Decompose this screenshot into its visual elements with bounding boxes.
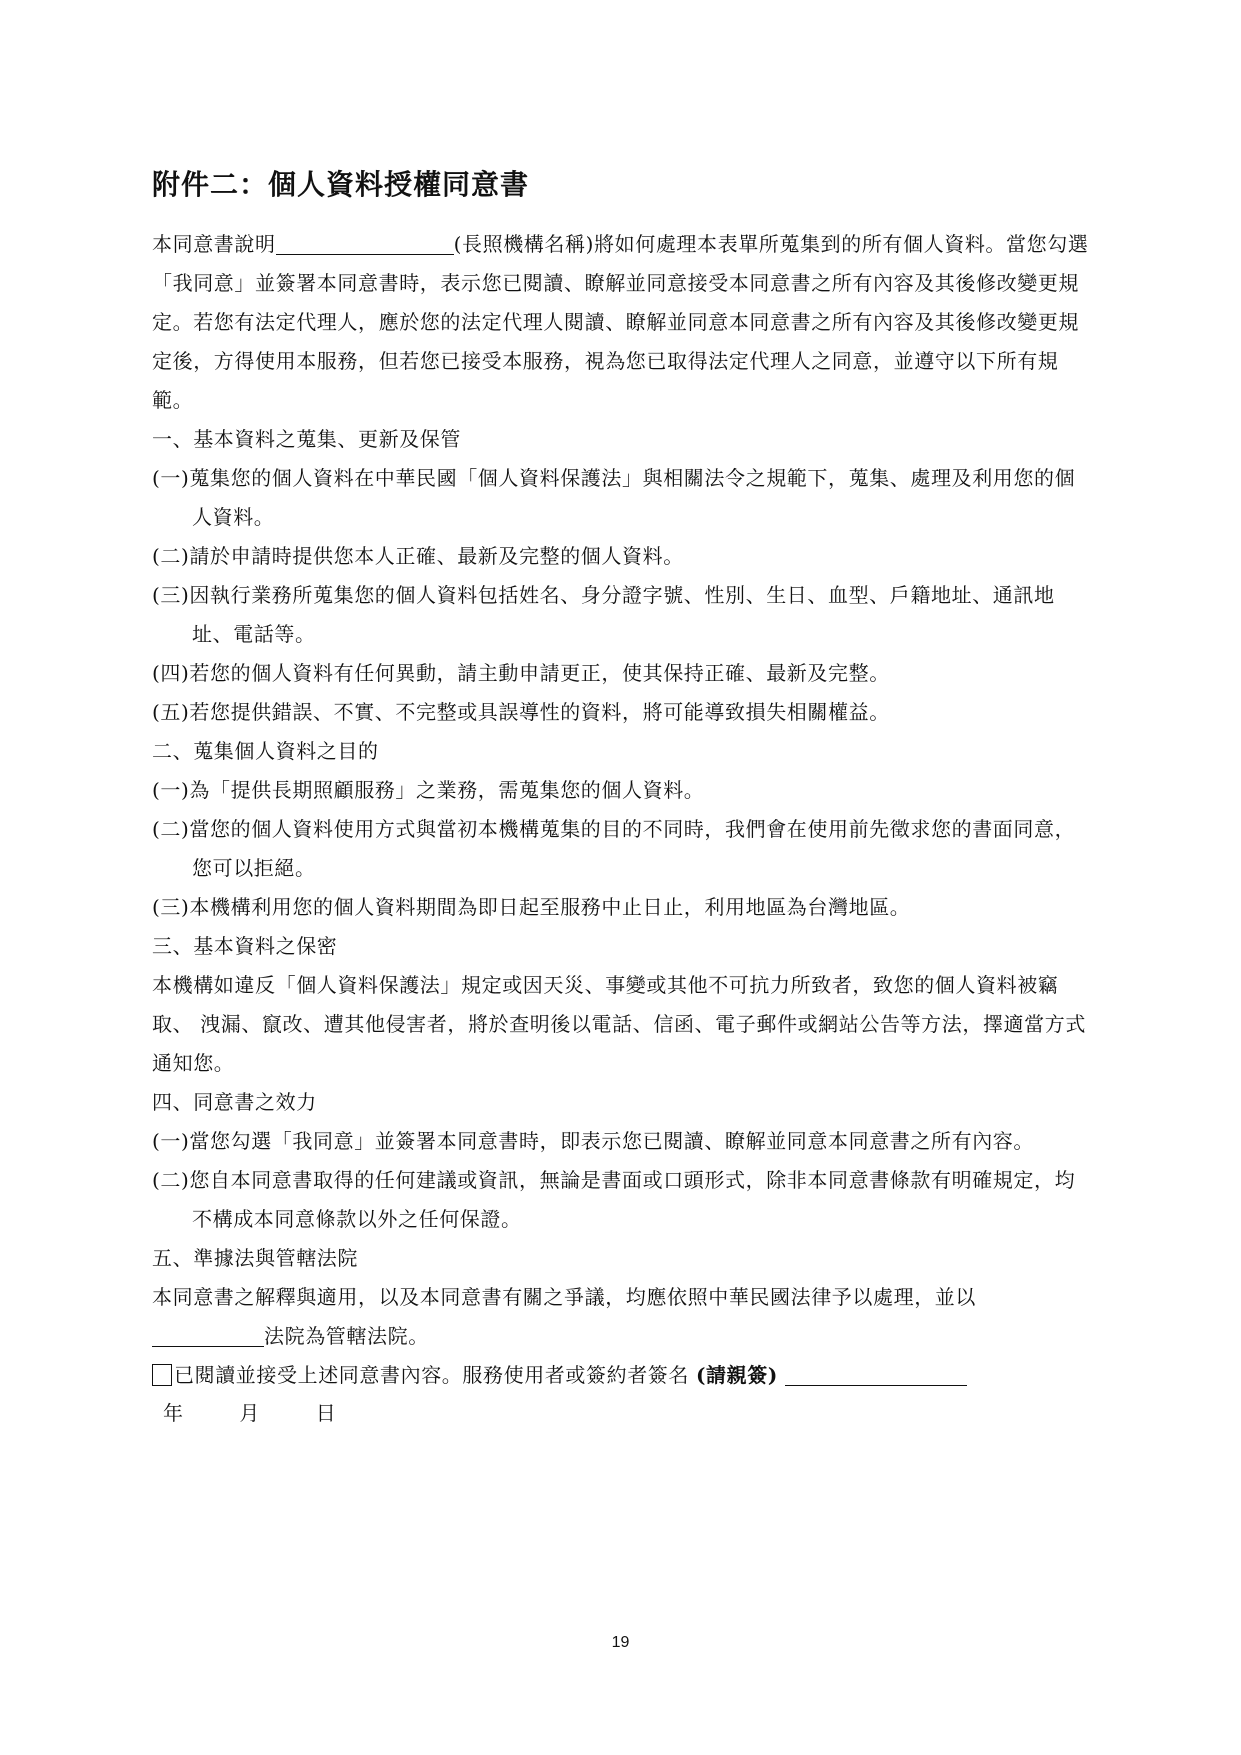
intro-suffix: (長照機構名稱)將如何處理本表單所蒐集到的所有個人資料。當您勾選「我同意」並簽署本同意書時，表示您已閱讀、瞭解並同意接受本同意書之所有內容及其後修改變更規定。若您有法定代理人，應於您的法定代理人閱讀、瞭解並同意本同意書之所有內容及其後修改變更規定後，方得使用本服務，但若您已接受本服務，視為您已取得法定代理人之同意，並遵守以下所有規範。 <box>152 232 1089 412</box>
jurisdiction-paragraph <box>152 1278 1092 1356</box>
list-item: (一)當您勾選「我同意」並簽署本同意書時，即表示您已閱讀、瞭解並同意本同意書之所有內容。 <box>152 1129 1035 1153</box>
date-year: 年 <box>163 1401 183 1425</box>
list-item: (三)本機構利用您的個人資料期間為即日起至服務中止日止，利用地區為台灣地區。 <box>152 895 911 919</box>
document-title: 附件二：個人資料授權同意書 <box>152 168 530 201</box>
list-item: (一)蒐集您的個人資料在中華民國「個人資料保護法」與相關法令之規範下，蒐集、處理及利用您的個人資料。 <box>152 466 1076 529</box>
section-heading-2: 二、蒐集個人資料之目的 <box>152 739 379 763</box>
date-month: 月 <box>239 1401 260 1425</box>
section-heading-1: 一、基本資料之蒐集、更新及保管 <box>152 427 461 451</box>
intro-paragraph <box>152 225 1092 420</box>
page-number: 19 <box>611 1634 630 1651</box>
consent-line <box>152 1356 1092 1395</box>
date-day: 日 <box>315 1401 336 1425</box>
section-heading-3: 三、基本資料之保密 <box>152 934 338 958</box>
consent-checkbox[interactable] <box>152 1364 172 1386</box>
list-item: (四)若您的個人資料有任何異動，請主動申請更正，使其保持正確、最新及完整。 <box>152 661 890 685</box>
list-item: (二)當您的個人資料使用方式與當初本機構蒐集的目的不同時，我們會在使用前先徵求您的書面同意，您可以拒絕。 <box>152 817 1076 880</box>
jurisdiction-suffix: 法院為管轄法院。 <box>264 1324 429 1348</box>
consent-note: (請親簽) <box>695 1363 778 1387</box>
jurisdiction-prefix: 本同意書之解釋與適用，以及本同意書有關之爭議，均應依照中華民國法律予以處理，並以 <box>152 1285 976 1309</box>
list-item: (一)為「提供長期照顧服務」之業務，需蒐集您的個人資料。 <box>152 778 705 802</box>
intro-prefix: 本同意書說明 <box>152 232 276 256</box>
section-heading-5: 五、準據法與管轄法院 <box>152 1246 358 1270</box>
document-body <box>152 225 1092 1395</box>
list-item: (三)因執行業務所蒐集您的個人資料包括姓名、身分證字號、性別、生日、血型、戶籍地址、通訊地址、電話等。 <box>152 583 1055 646</box>
list-item: (二)請於申請時提供您本人正確、最新及完整的個人資料。 <box>152 544 684 568</box>
list-item: (五)若您提供錯誤、不實、不完整或具誤導性的資料，將可能導致損失相關權益。 <box>152 700 890 724</box>
court-name-blank[interactable] <box>152 1324 264 1347</box>
signature-blank[interactable] <box>785 1363 967 1386</box>
list-item: (二)您自本同意書取得的任何建議或資訊，無論是書面或口頭形式，除非本同意書條款有明確規定，均不構成本同意條款以外之任何保證。 <box>152 1168 1076 1231</box>
consent-text: 已閱讀並接受上述同意書內容。服務使用者或簽約者簽名 <box>174 1363 689 1387</box>
confidentiality-paragraph: 本機構如違反「個人資料保護法」規定或因天災、事變或其他不可抗力所致者，致您的個人資料被竊取、 洩漏、竄改、遭其他侵害者，將於查明後以電話、信函、電子郵件或網站公告等方法，擇適當方式通知您。 <box>152 973 1086 1075</box>
section-heading-4: 四、同意書之效力 <box>152 1090 317 1114</box>
institution-name-blank[interactable] <box>276 232 454 255</box>
date-line <box>163 1397 360 1426</box>
